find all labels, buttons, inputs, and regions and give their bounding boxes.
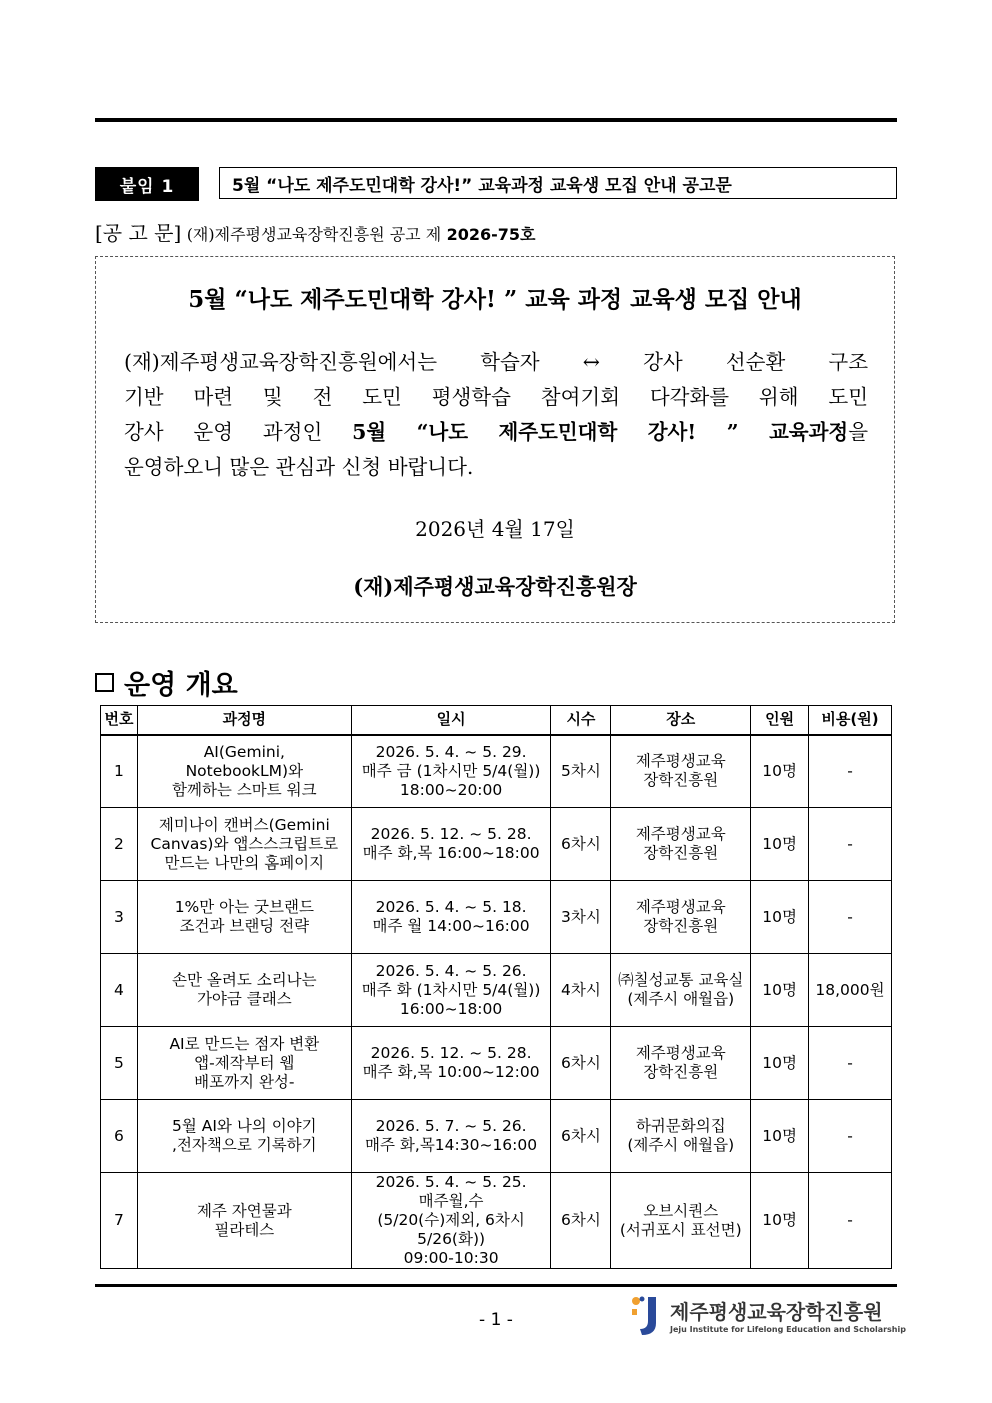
- cell-place: 오브시퀀스 (서귀포시 표선면): [611, 1173, 751, 1269]
- cell-hours: 3차시: [551, 881, 611, 954]
- header-people: 인원: [751, 706, 809, 735]
- cell-course: 제미나이 캔버스(Gemini Canvas)와 앱스스크립트로 만드는 나만의 홈페이지: [137, 808, 351, 881]
- cell-course: 1%만 아는 굿브랜드 조건과 브랜딩 전략: [137, 881, 351, 954]
- cell-schedule: 2026. 5. 12. ~ 5. 28. 매주 화,목 10:00~12:00: [351, 1027, 551, 1100]
- cell-course: 제주 자연물과 필라테스: [137, 1173, 351, 1269]
- cell-schedule: 2026. 5. 4. ~ 5. 26. 매주 화 (1차시만 5/4(월)) 16:00~18:00: [351, 954, 551, 1027]
- cell-schedule: 2026. 5. 12. ~ 5. 28. 매주 화,목 16:00~18:00: [351, 808, 551, 881]
- header-number: 번호: [101, 706, 138, 735]
- cell-course: 5월 AI와 나의 이야기 ,전자책으로 기록하기: [137, 1100, 351, 1173]
- notice-org: (재)제주평생교육장학진흥원 공고 제: [186, 225, 442, 244]
- cell-cost: -: [809, 881, 892, 954]
- cell-people: 10명: [751, 954, 809, 1027]
- attachment-title: [219, 167, 897, 199]
- notice-body-line: (재)제주평생교육장학진흥원에서는 학습자 ↔ 강사 선순환 구조: [124, 350, 868, 374]
- cell-number: 1: [101, 735, 138, 808]
- cell-place: 제주평생교육 장학진흥원: [611, 735, 751, 808]
- cell-cost: 18,000원: [809, 954, 892, 1027]
- notice-body-text: 강사 운영 과정인: [124, 420, 353, 444]
- table-row: [101, 1173, 892, 1269]
- cell-cost: -: [809, 735, 892, 808]
- cell-people: 10명: [751, 735, 809, 808]
- notice-box: [95, 256, 895, 623]
- cell-schedule: 2026. 5. 7. ~ 5. 26. 매주 화,목14:30~16:00: [351, 1100, 551, 1173]
- table-row: [101, 954, 892, 1027]
- section-title: 운영 개요: [124, 670, 238, 701]
- table-row: [101, 881, 892, 954]
- cell-hours: 6차시: [551, 1100, 611, 1173]
- cell-place: 하귀문화의집 (제주시 애월읍): [611, 1100, 751, 1173]
- table-row: [101, 1100, 892, 1173]
- cell-schedule: 2026. 5. 4. ~ 5. 25. 매주월,수 (5/20(수)제외, 6차시5/26(화)) 09:00-10:30: [351, 1173, 551, 1269]
- notice-date: 2026년 4월 17일: [415, 517, 575, 541]
- table-row: [101, 808, 892, 881]
- cell-hours: 6차시: [551, 1173, 611, 1269]
- logo-mark-icon: [628, 1293, 664, 1337]
- cell-number: 5: [101, 1027, 138, 1100]
- notice-number: 2026-75호: [446, 225, 536, 244]
- header-schedule: 일시: [351, 706, 551, 735]
- cell-number: 4: [101, 954, 138, 1027]
- cell-place: 제주평생교육 장학진흥원: [611, 881, 751, 954]
- notice-course-name: 5월 “나도 제주도민대학 강사! ” 교육과정: [352, 420, 849, 444]
- cell-number: 6: [101, 1100, 138, 1173]
- cell-number: 2: [101, 808, 138, 881]
- table-row: [101, 735, 892, 808]
- cell-course: AI(Gemini, NotebookLM)와 함께하는 스마트 워크: [137, 735, 351, 808]
- overview-table: [100, 705, 892, 1269]
- notice-reference: [95, 217, 536, 246]
- header-place: 장소: [611, 706, 751, 735]
- cell-schedule: 2026. 5. 4. ~ 5. 29. 매주 금 (1차시만 5/4(월)) 18:00~20:00: [351, 735, 551, 808]
- cell-people: 10명: [751, 1173, 809, 1269]
- cell-cost: -: [809, 808, 892, 881]
- cell-place: ㈜칠성교통 교육실 (제주시 애월읍): [611, 954, 751, 1027]
- organization-logo: [628, 1293, 906, 1337]
- attachment-title-text: 5월 “나도 제주도민대학 강사!” 교육과정 교육생 모집 안내 공고문: [232, 175, 732, 196]
- cell-place: 제주평생교육 장학진흥원: [611, 1027, 751, 1100]
- cell-hours: 4차시: [551, 954, 611, 1027]
- top-rule: [95, 118, 897, 122]
- logo-subtitle: Jeju Institute for Lifelong Education and Scholarship: [670, 1325, 906, 1334]
- cell-people: 10명: [751, 1100, 809, 1173]
- header-hours: 시수: [551, 706, 611, 735]
- cell-people: 10명: [751, 1027, 809, 1100]
- notice-body-line: 운영하오니 많은 관심과 신청 바랍니다.: [124, 455, 474, 479]
- cell-hours: 5차시: [551, 735, 611, 808]
- header-cost: 비용(원): [809, 706, 892, 735]
- table-header-row: [101, 706, 892, 735]
- notice-signature: (재)제주평생교육장학진흥원장: [353, 574, 637, 599]
- cell-people: 10명: [751, 881, 809, 954]
- cell-cost: -: [809, 1027, 892, 1100]
- cell-number: 7: [101, 1173, 138, 1269]
- notice-body-line: [124, 415, 868, 450]
- header-course: 과정명: [137, 706, 351, 735]
- page-number: - 1 -: [479, 1310, 513, 1330]
- cell-cost: -: [809, 1100, 892, 1173]
- notice-body-line: 기반 마련 및 전 도민 평생학습 참여기회 다각화를 위해 도민: [124, 385, 868, 409]
- attachment-badge: 붙임 1: [95, 167, 199, 201]
- cell-hours: 6차시: [551, 1027, 611, 1100]
- logo-name: 제주평생교육장학진흥원: [670, 1300, 883, 1324]
- logo-text: [670, 1296, 906, 1334]
- bottom-rule: [95, 1284, 897, 1287]
- checkbox-square-icon: [95, 673, 114, 692]
- cell-number: 3: [101, 881, 138, 954]
- cell-hours: 6차시: [551, 808, 611, 881]
- notice-label: [공 고 문]: [95, 221, 182, 245]
- cell-place: 제주평생교육 장학진흥원: [611, 808, 751, 881]
- cell-cost: -: [809, 1173, 892, 1269]
- cell-schedule: 2026. 5. 4. ~ 5. 18. 매주 월 14:00~16:00: [351, 881, 551, 954]
- section-heading: [95, 663, 238, 702]
- cell-people: 10명: [751, 808, 809, 881]
- cell-course: 손만 올려도 소리나는 가야금 클래스: [137, 954, 351, 1027]
- notice-title: 5월 “나도 제주도민대학 강사! ” 교육 과정 교육생 모집 안내: [188, 286, 802, 313]
- table-row: [101, 1027, 892, 1100]
- notice-body-text: 을: [848, 420, 869, 444]
- notice-body: [124, 345, 868, 485]
- cell-course: AI로 만드는 점자 변환 앱-제작부터 웹 배포까지 완성-: [137, 1027, 351, 1100]
